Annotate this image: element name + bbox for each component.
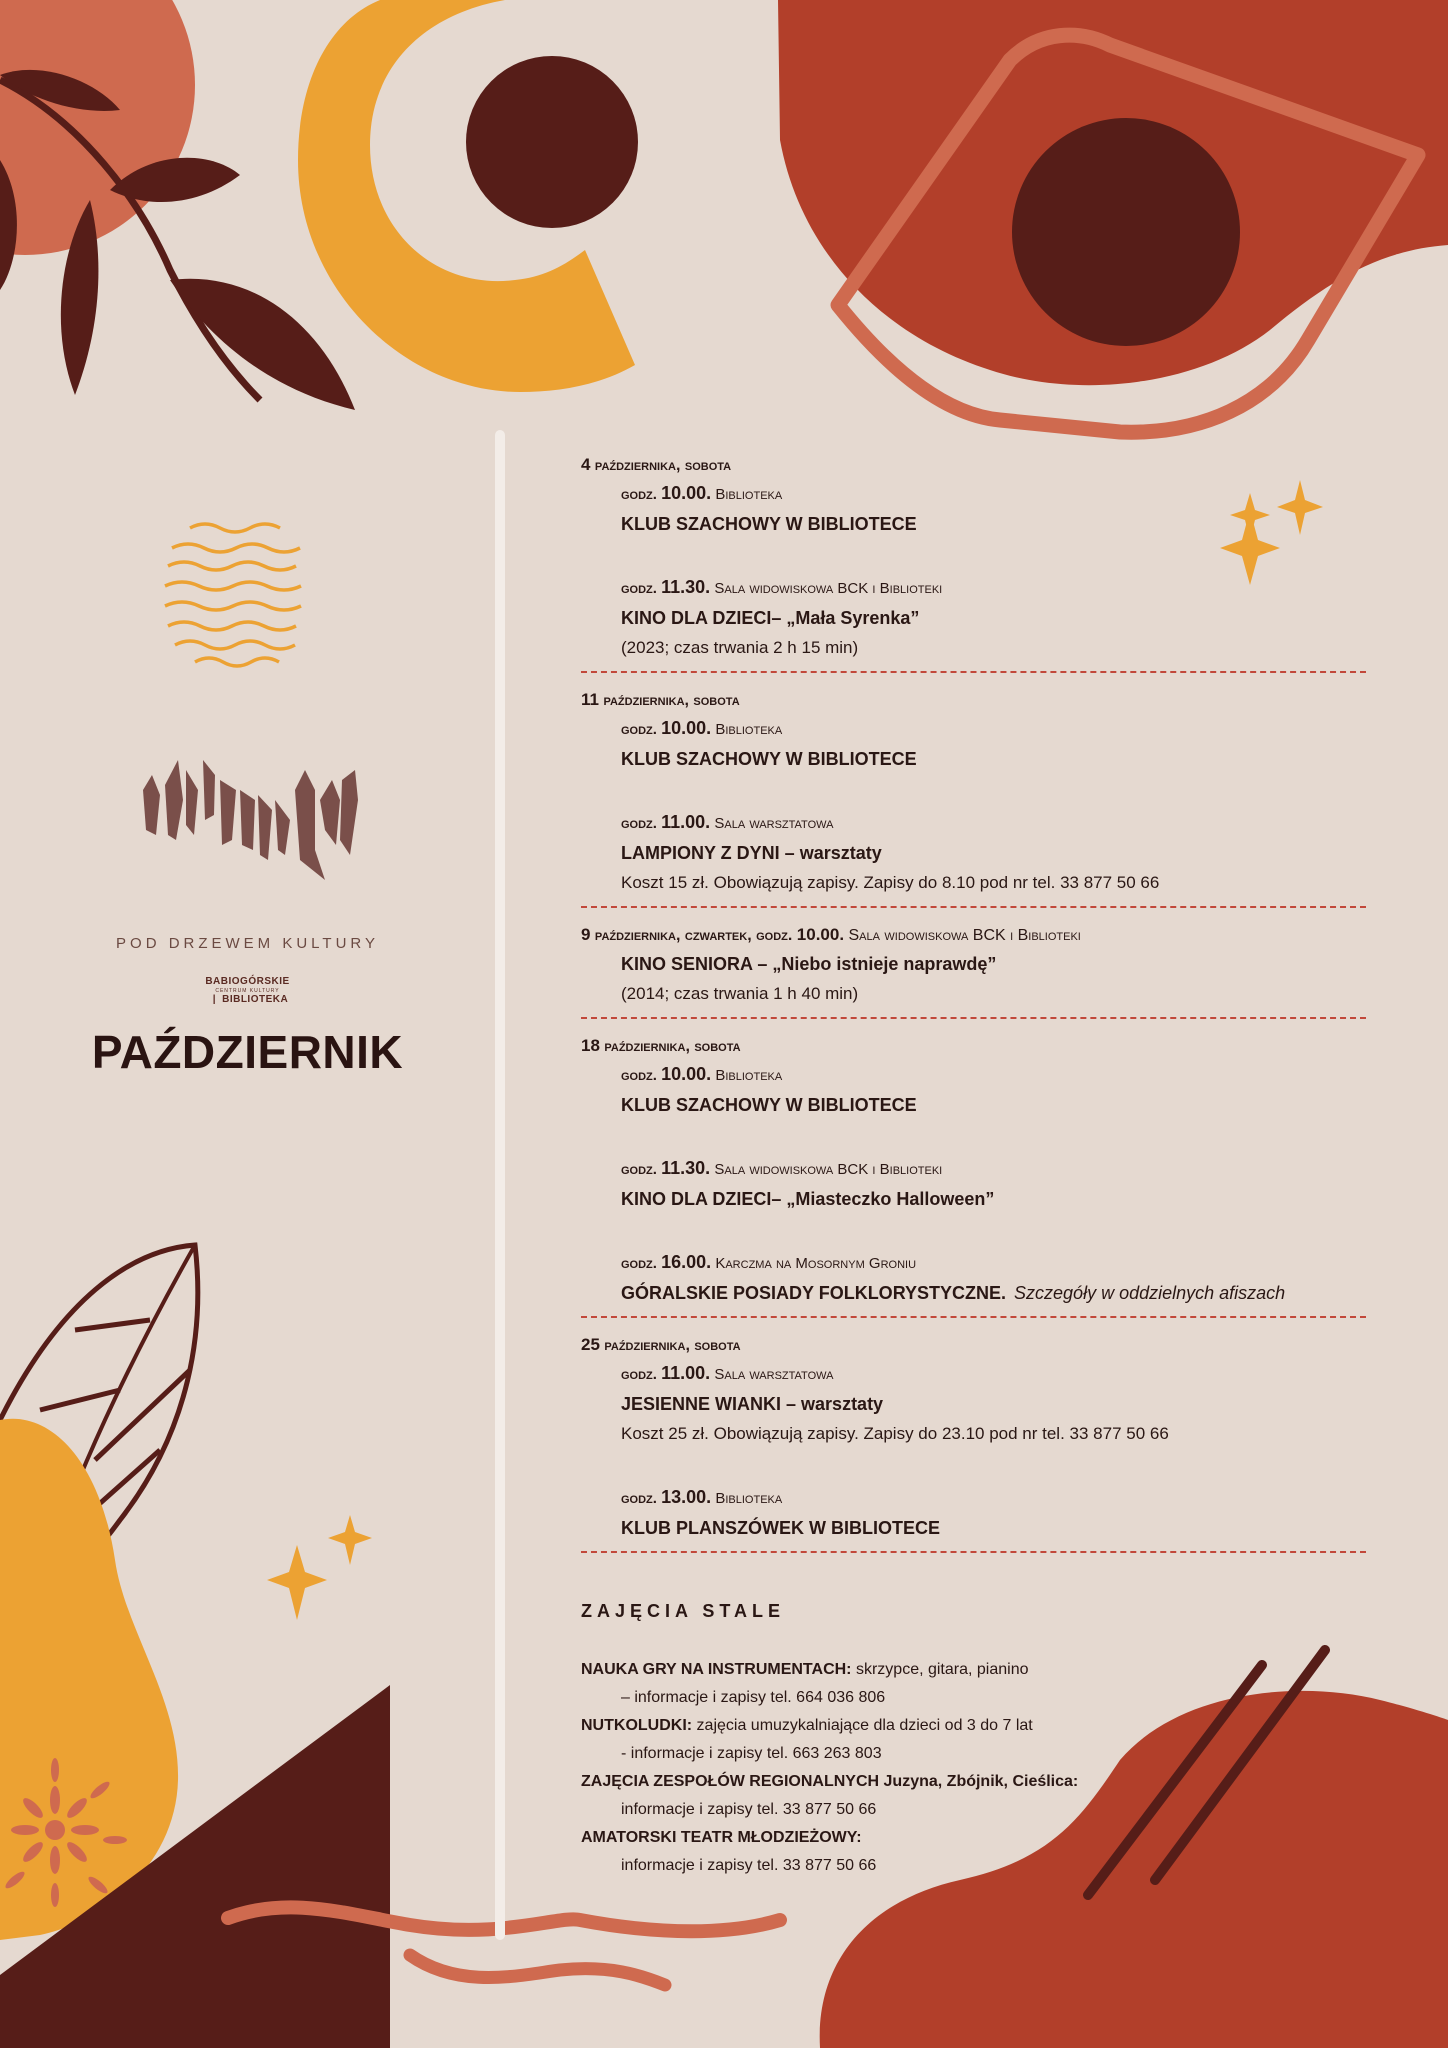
event-item: godz. 10.00. Biblioteka KLUB SZACHOWY W BIBLIOTECE (621, 714, 1366, 774)
activity-row: AMATORSKI TEATR MŁODZIEŻOWY: (581, 1829, 862, 1846)
event-title: GÓRALSKIE POSIADY FOLKLORYSTYCZNE. Szczegóły w oddzielnych afiszach (621, 1283, 1286, 1303)
activity-row: NAUKA GRY NA INSTRUMENTACH: skrzypce, gitara, pianino (581, 1661, 1029, 1678)
event-note: Koszt 25 zł. Obowiązują zapisy. Zapisy do 23.10 pod nr tel. 33 877 50 66 (621, 1424, 1169, 1443)
partner-logos (0, 976, 495, 1005)
wave-line-shape-2 (410, 1955, 665, 1985)
event-item: godz. 16.00. Karczma na Mosornym Groniu GÓRALSKIE POSIADY FOLKLORYSTYCZNE. Szczegóły w oddzielnych afiszach (621, 1248, 1366, 1308)
activity-contact: informacje i zapisy tel. 33 877 50 66 (621, 1857, 877, 1874)
event-day-25 (581, 1332, 1366, 1553)
brand-tagline: POD DRZEWEM KULTURY (116, 935, 379, 952)
activity-contact: - informacje i zapisy tel. 663 263 803 (621, 1745, 882, 1762)
event-note: (2023; czas trwania 2 h 15 min) (621, 638, 859, 657)
activity-row: NUTKOLUDKI: zajęcia umuzykalniające dla dzieci od 3 do 7 lat (581, 1717, 1033, 1734)
event-day-9 (581, 922, 1366, 1019)
event-item: godz. 11.00. Sala warsztatowa JESIENNE WIANKI – warsztaty Koszt 25 zł. Obowiązują zapisy. Zapisy do 23.10 pod nr tel. 33 877 50 66 (621, 1359, 1366, 1449)
top-left-circle-shape (0, 0, 195, 255)
event-date: 4 października, sobota (581, 455, 732, 474)
event-note: (2014; czas trwania 1 h 40 min) (621, 984, 859, 1003)
logo-biblioteka: BIBLIOTEKA (222, 994, 289, 1005)
event-italic-note: Szczegóły w oddzielnych afiszach (1014, 1283, 1286, 1303)
event-title: KINO DLA DZIECI– „Mała Syrenka” (621, 608, 920, 628)
event-title: KINO SENIORA – „Niebo istnieje naprawdę” (621, 954, 997, 974)
event-item: godz. 10.00. Biblioteka KLUB SZACHOWY W BIBLIOTECE (621, 1060, 1366, 1120)
event-title: KINO DLA DZIECI– „Miasteczko Halloween” (621, 1189, 995, 1209)
wavy-sun-icon (165, 524, 301, 666)
activity-contact: informacje i zapisy tel. 33 877 50 66 (621, 1801, 877, 1818)
event-date: 18 października, sobota (581, 1036, 741, 1055)
event-day-11 (581, 687, 1366, 908)
event-day-4 (581, 452, 1366, 673)
event-item: godz. 13.00. Biblioteka KLUB PLANSZÓWEK W BIBLIOTECE (621, 1483, 1366, 1543)
event-item: godz. 11.00. Sala warsztatowa LAMPIONY Z DYNI – warsztaty Koszt 15 zł. Obowiązują zapisy. Zapisy do 8.10 pod nr tel. 33 877 50 66 (621, 808, 1366, 898)
event-date: 25 października, sobota (581, 1335, 741, 1354)
event-item: godz. 11.30. Sala widowiskowa BCK i Biblioteki KINO DLA DZIECI– „Mała Syrenka” (2023; czas trwania 2 h 15 min) (621, 573, 1366, 663)
schedule (581, 452, 1366, 1880)
vertical-divider (495, 430, 505, 1940)
activity-row: ZAJĘCIA ZESPOŁÓW REGIONALNYCH Juzyna, Zbójnik, Cieślica: (581, 1773, 1079, 1790)
logo-bck: BABIOGÓRSKIE CENTRUM KULTURY (205, 976, 290, 994)
permanent-activities-list (581, 1656, 1366, 1880)
event-title: KLUB SZACHOWY W BIBLIOTECE (621, 1095, 917, 1115)
permanent-activities-heading: ZAJĘCIA STALE (581, 1601, 786, 1621)
event-note: Koszt 15 zł. Obowiązują zapisy. Zapisy do 8.10 pod nr tel. 33 877 50 66 (621, 873, 1160, 892)
event-title: JESIENNE WIANKI – warsztaty (621, 1394, 884, 1414)
logo-separator: | (212, 994, 217, 1005)
event-title: KLUB PLANSZÓWEK W BIBLIOTECE (621, 1518, 940, 1538)
event-item (621, 949, 1366, 1009)
event-item: godz. 10.00. Biblioteka KLUB SZACHOWY W BIBLIOTECE (621, 479, 1366, 539)
event-date: 11 października, sobota (581, 690, 740, 709)
forest-logo-icon (143, 760, 358, 880)
activity-contact: – informacje i zapisy tel. 664 036 806 (621, 1689, 886, 1706)
event-title: KLUB SZACHOWY W BIBLIOTECE (621, 514, 917, 534)
event-title: LAMPIONY Z DYNI – warsztaty (621, 843, 882, 863)
event-day-18 (581, 1033, 1366, 1318)
event-title: KLUB SZACHOWY W BIBLIOTECE (621, 749, 917, 769)
month-title: PAŹDZIERNIK (91, 1026, 404, 1078)
maroon-dot-shape (466, 56, 638, 228)
event-item: godz. 11.30. Sala widowiskowa BCK i Biblioteki KINO DLA DZIECI– „Miasteczko Halloween” (621, 1154, 1366, 1214)
eye-pupil-shape (1012, 118, 1240, 346)
mustard-blob-shape (0, 1419, 178, 1940)
event-date: 9 października, czwartek, godz. 10.00. Sala widowiskowa BCK i Biblioteki (581, 925, 1081, 944)
